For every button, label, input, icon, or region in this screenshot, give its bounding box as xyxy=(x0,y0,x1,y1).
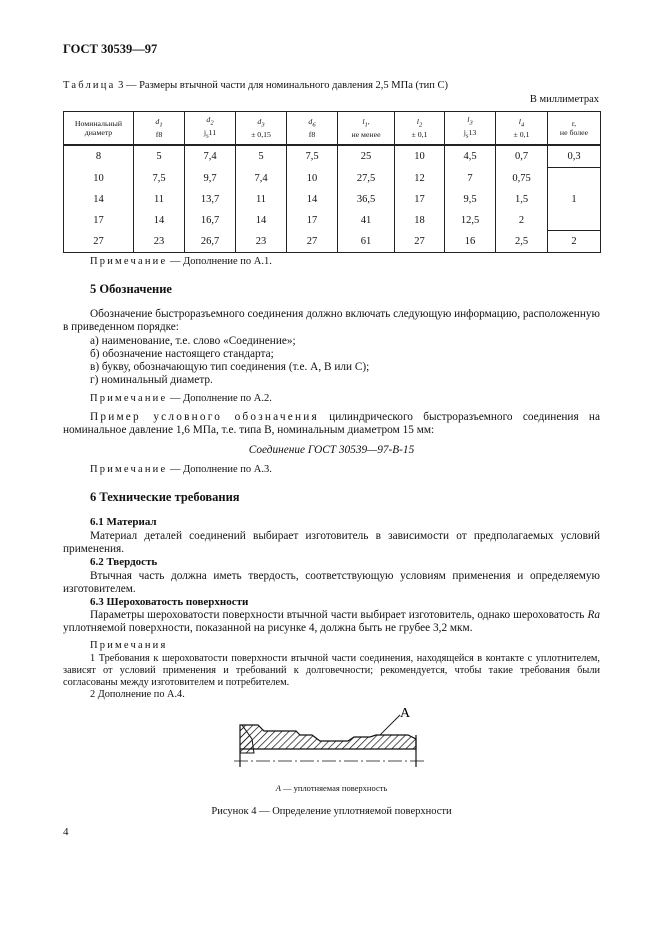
table-cell: 18 xyxy=(395,210,445,231)
table-header-row xyxy=(64,112,601,146)
table-cell: 23 xyxy=(134,231,185,253)
column-header-line2: $j_s13$ xyxy=(463,128,477,140)
table-cell: 27 xyxy=(395,231,445,253)
table-cell: 4,5 xyxy=(445,145,496,168)
note-label: Примечание xyxy=(90,464,168,475)
table-cell: 9,5 xyxy=(445,189,496,210)
note-label: Примечание xyxy=(90,256,168,267)
table-cell: 7,4 xyxy=(236,168,287,189)
section-5-title: 5 Обозначение xyxy=(90,282,172,296)
column-header-line2: f8 xyxy=(155,129,163,139)
note-text: — Дополнение по А.1. xyxy=(167,256,272,267)
part-section xyxy=(240,725,416,749)
table-cell: 61 xyxy=(338,231,395,253)
column-header-line1: $d_2$ xyxy=(206,115,214,127)
subsection-6-1-title: 6.1 Материал xyxy=(90,516,157,528)
table-cell: 2 xyxy=(496,210,548,231)
table-cell: 17 xyxy=(395,189,445,210)
column-header xyxy=(236,112,287,146)
table-cell: 0,3 xyxy=(548,145,601,168)
column-header xyxy=(64,112,134,146)
table-cell: 16,7 xyxy=(185,210,236,231)
column-header-line2: диаметр xyxy=(84,128,113,138)
column-header xyxy=(496,112,548,146)
note-a3 xyxy=(90,464,272,475)
table-row xyxy=(64,145,601,168)
example-label: Пример условного обозначения xyxy=(90,411,319,423)
note-a1 xyxy=(90,256,272,267)
table-cell: 10 xyxy=(395,145,445,168)
column-header xyxy=(287,112,338,146)
table-cell: 17 xyxy=(287,210,338,231)
column-header xyxy=(395,112,445,146)
note-label: Примечание xyxy=(90,393,168,404)
document-header: ГОСТ 30539—97 xyxy=(63,42,158,56)
column-header-line1: $l_4$ xyxy=(518,116,525,129)
ra-symbol: Ra xyxy=(587,609,600,621)
table-cell: 14 xyxy=(134,210,185,231)
list-item: а) наименование, т.е. слово «Соединение»; xyxy=(90,335,296,347)
table-cell: 9,7 xyxy=(185,168,236,189)
table-cell: 1,5 xyxy=(496,189,548,210)
table-cell: 5 xyxy=(236,145,287,168)
subsection-6-1-text: Материал деталей соединений выбирает изготовитель в зависимости от предполагаемых условий применения. xyxy=(63,530,600,555)
table-cell: 7,5 xyxy=(134,168,185,189)
table-cell: 7 xyxy=(445,168,496,189)
table-cell: 14 xyxy=(236,210,287,231)
table-cell: 2,5 xyxy=(496,231,548,253)
figure-marker: A xyxy=(400,706,411,721)
subsection-6-3-text xyxy=(63,609,600,635)
leader-line xyxy=(380,715,400,735)
note-a2 xyxy=(90,393,272,404)
text-part: уплотняемой поверхности, показанной на рисунке 4, должна быть не грубее 3,2 мкм. xyxy=(63,622,473,634)
column-header-line1: $d_6$ xyxy=(308,116,316,129)
list-item: в) букву, обозначающую тип соединения (т.е. А, В или С); xyxy=(90,361,370,373)
text-part: Параметры шероховатости поверхности втычной части выбирает изготовитель, однако шероховатость xyxy=(90,609,588,621)
column-header xyxy=(548,112,601,146)
column-header-line2: ± 0,1 xyxy=(513,129,530,139)
column-header-line2: ± 0,15 xyxy=(251,129,271,139)
table-row xyxy=(64,168,601,189)
column-header-line2: $j_s11$ xyxy=(203,128,217,140)
table-cell: 36,5 xyxy=(338,189,395,210)
table-cell: 23 xyxy=(236,231,287,253)
column-header-line1: $l_3$ xyxy=(467,115,473,127)
figure-caption: Рисунок 4 — Определение уплотняемой поверхности xyxy=(211,806,452,817)
table-cell: 12,5 xyxy=(445,210,496,231)
column-header-line1: $l_1$, xyxy=(362,116,370,129)
notes-heading xyxy=(90,640,168,651)
table-row xyxy=(64,231,601,253)
table-cell: 12 xyxy=(395,168,445,189)
table-cell: 14 xyxy=(287,189,338,210)
notes-heading-label: Примечания xyxy=(90,640,168,651)
page-number: 4 xyxy=(63,826,69,838)
example-text: цилиндрического быстроразъемного соединения на номинальное давление 1,6 МПа, т.е. типа В, номинальным диаметром 15 мм: xyxy=(63,411,600,436)
subsection-6-2-text: Втычная часть должна иметь твердость, соответствующую условиям применения и определяемую изготовителем. xyxy=(63,570,600,595)
figure-4-drawing xyxy=(230,705,430,775)
table-cell: 0,75 xyxy=(496,168,548,189)
designation-sample: Соединение ГОСТ 30539—97-В-15 xyxy=(248,444,415,456)
section-6-title: 6 Технические требования xyxy=(90,490,240,504)
table-row xyxy=(64,189,601,210)
designation-example xyxy=(63,411,600,437)
column-header-line1: r, xyxy=(571,118,577,128)
table-cell-merged: 1 xyxy=(548,168,601,231)
table-cell: 26,7 xyxy=(185,231,236,253)
section-5-intro: Обозначение быстроразъемного соединения должно включать следующую информацию, расположенную в приведенном порядке: xyxy=(63,308,600,333)
table-cell: 17 xyxy=(64,210,134,231)
column-header-line1: $d_1$ xyxy=(155,116,163,129)
subsection-6-3-title: 6.3 Шероховатость поверхности xyxy=(90,596,249,608)
table-cell: 10 xyxy=(287,168,338,189)
note-roughness-2: 2 Дополнение по А.4. xyxy=(90,689,185,700)
table-cell: 11 xyxy=(236,189,287,210)
table-caption-text: 3 — Размеры втычной части для номинального давления 2,5 МПа (тип С) xyxy=(115,80,448,91)
table-cell: 7,5 xyxy=(287,145,338,168)
table-cell: 27 xyxy=(64,231,134,253)
list-item: б) обозначение настоящего стандарта; xyxy=(90,348,274,360)
table-caption xyxy=(63,80,448,91)
table-cell: 13,7 xyxy=(185,189,236,210)
column-header-line2: f8 xyxy=(308,129,316,139)
column-header xyxy=(338,112,395,146)
table-cell: 41 xyxy=(338,210,395,231)
table-cell: 27,5 xyxy=(338,168,395,189)
table-cell: 27 xyxy=(287,231,338,253)
table-cell: 7,4 xyxy=(185,145,236,168)
table-cell: 10 xyxy=(64,168,134,189)
note-text: — Дополнение по А.3. xyxy=(167,464,272,475)
table-cell: 8 xyxy=(64,145,134,168)
table-units: В миллиметрах xyxy=(529,94,599,105)
table-row xyxy=(64,210,601,231)
legend-text: — уплотняемая поверхность xyxy=(280,783,388,793)
table-cell: 5 xyxy=(134,145,185,168)
column-header-line2: не менее xyxy=(351,129,381,139)
column-header xyxy=(134,112,185,146)
column-header-line2: ± 0,1 xyxy=(411,129,428,139)
table-cell: 14 xyxy=(64,189,134,210)
table-cell: 11 xyxy=(134,189,185,210)
table-cell: 2 xyxy=(548,231,601,253)
table-cell: 25 xyxy=(338,145,395,168)
table-cell: 16 xyxy=(445,231,496,253)
figure-legend xyxy=(63,783,600,793)
column-header xyxy=(445,112,496,146)
subsection-6-2-title: 6.2 Твердость xyxy=(90,556,158,568)
note-roughness-1: 1 Требования к шероховатости поверхности втычной части соединения, находящейся в контакте с уплотнителем, зависят от условий применения и требований к долговечности; рекомендуется, чтобы такие требования были согласованы между изготовителем и потребителем. xyxy=(63,653,600,688)
column-header-line2: не более xyxy=(559,128,589,138)
table-caption-label: Таблица xyxy=(63,80,116,91)
note-text: — Дополнение по А.2. xyxy=(167,393,272,404)
column-header-line1: $l_2$ xyxy=(416,116,423,129)
dimensions-table xyxy=(63,111,601,253)
column-header-line1: Номинальный xyxy=(74,118,123,128)
legend-letter: А xyxy=(275,783,281,793)
column-header-line1: $d_3$ xyxy=(257,116,265,129)
table-cell: 0,7 xyxy=(496,145,548,168)
column-header xyxy=(185,112,236,146)
list-item: г) номинальный диаметр. xyxy=(90,374,213,386)
